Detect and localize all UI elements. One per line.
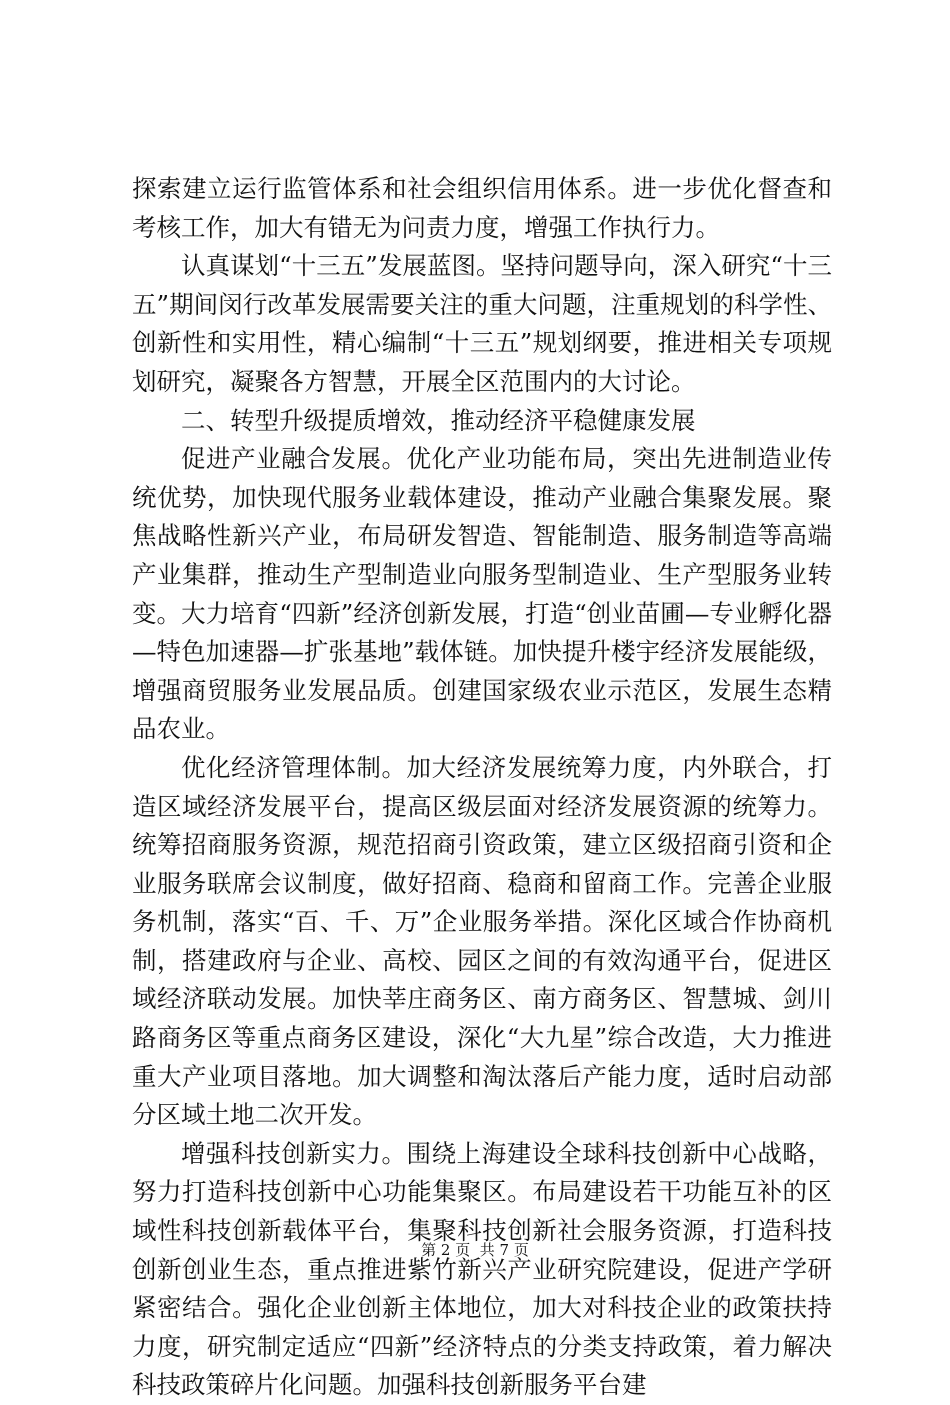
paragraph-4: 优化经济管理体制。加大经济发展统筹力度，内外联合，打造区域经济发展平台，提高区级层面对经济发展资源的统筹力。统筹招商服务资源，规范招商引资政策，建立区级招商引资和企业服务联席会议制度，做好招商、稳商和留商工作。完善企业服务机制，落实“百、千、万”企业服务举措。深化区域合作协商机制，搭建政府与企业、高校、园区之间的有效沟通平台，促进区域经济联动发展。加快莘庄商务区、南方商务区、智慧城、剑川路商务区等重点商务区建设，深化“大九星”综合改造，大力推进重大产业项目落地。加大调整和淘汰落后产能力度，适时启动部分区域土地二次开发。 bbox=[132, 752, 832, 1130]
paragraph-1: 探索建立运行监管体系和社会组织信用体系。进一步优化督查和考核工作，加大有错无为问责力度，增强工作执行力。 bbox=[132, 174, 832, 242]
document-body bbox=[132, 170, 832, 1405]
paragraph-3: 促进产业融合发展。优化产业功能布局，突出先进制造业传统优势，加快现代服务业载体建设，推动产业融合集聚发展。聚焦战略性新兴产业，布局研发智造、智能制造、服务制造等高端产业集群，推动生产型制造业向服务型制造业、生产型服务业转变。大力培育“四新”经济创新发展，打造“创业苗圃—专业孵化器—特色加速器—扩张基地”载体链。加快提升楼宇经济发展能级，增强商贸服务业发展品质。创建国家级农业示范区，发展生态精品农业。 bbox=[132, 444, 832, 744]
section-heading: 二、转型升级提质增效，推动经济平稳健康发展 bbox=[181, 405, 696, 435]
paragraph-5: 增强科技创新实力。围绕上海建设全球科技创新中心战略，努力打造科技创新中心功能集聚区。布局建设若干功能互补的区域性科技创新载体平台，集聚科技创新社会服务资源，打造科技创新创业生态，重点推进紫竹新兴产业研究院建设，促进产学研紧密结合。强化企业创新主体地位，加大对科技企业的政策扶持力度，研究制定适应“四新”经济特点的分类支持政策，着力解决科技政策碎片化问题。加强科技创新服务平台建 bbox=[132, 1138, 832, 1400]
paragraph-2: 认真谋划“十三五”发展蓝图。坚持问题导向，深入研究“十三五”期间闵行改革发展需要关注的重大问题，注重规划的科学性、创新性和实用性，精心编制“十三五”规划纲要，推进相关专项规划研究，凝聚各方智慧，开展全区范围内的大讨论。 bbox=[132, 251, 832, 396]
page-footer bbox=[0, 1240, 950, 1260]
page-number-label: 第 2 页 共 7 页 bbox=[421, 1241, 529, 1259]
